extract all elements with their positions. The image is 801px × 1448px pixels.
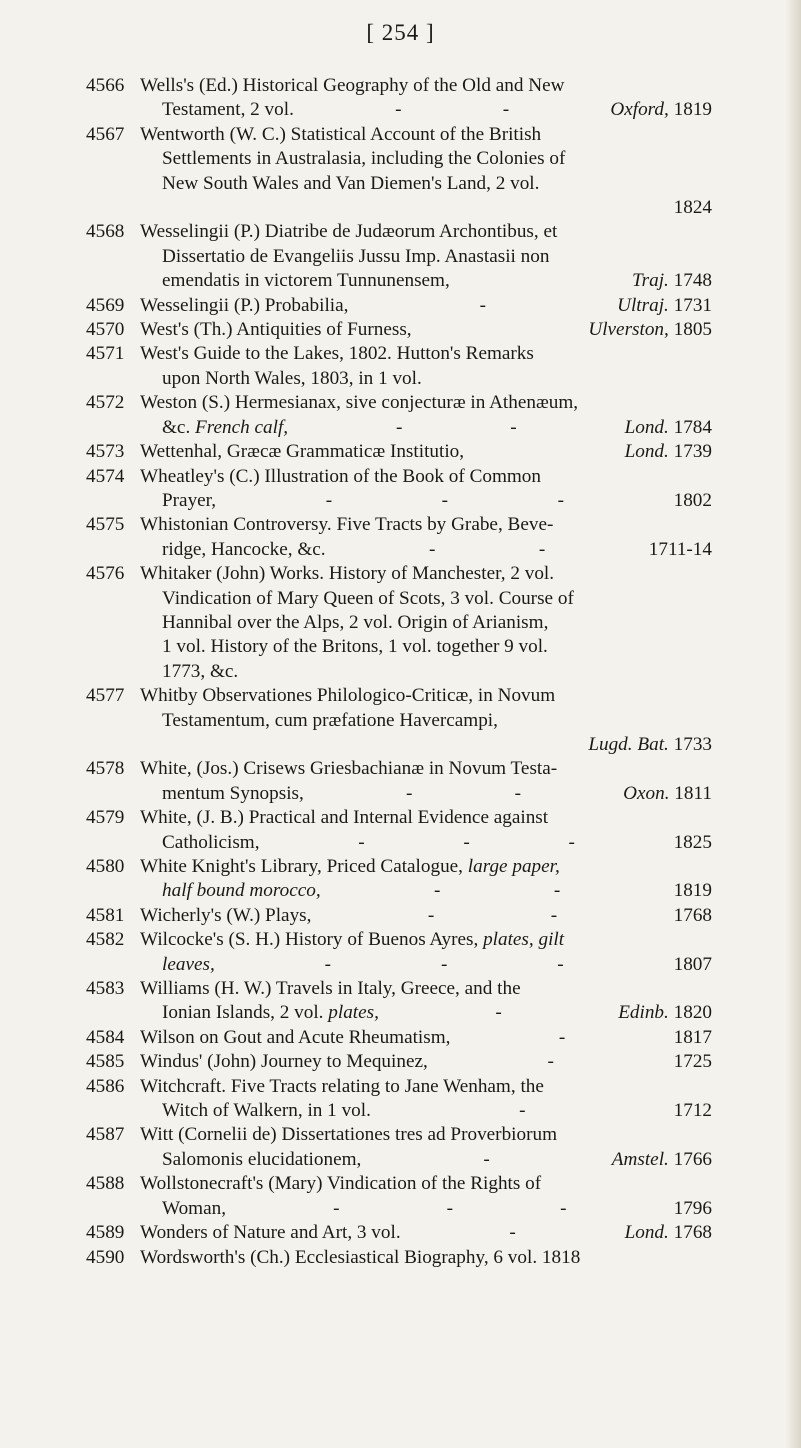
entry-number: 4568 (86, 221, 125, 243)
catalogue-entry-4585 (86, 1050, 712, 1074)
entry-number: 4586 (86, 1075, 125, 1097)
entry-text: upon North Wales, 1803, in 1 vol. (162, 367, 422, 389)
entry-line: Testament, 2 vol. - - Oxford, 1819 (162, 99, 712, 121)
entry-line: Salomonis elucidationem, - Amstel. 1766 (162, 1148, 712, 1170)
entry-text: 1773, &c. (162, 660, 239, 682)
catalogue-entry-4587 (86, 1123, 712, 1172)
entry-date: 1824 (673, 197, 712, 219)
catalogue-entry-4580 (86, 855, 712, 904)
catalogue-entry-4576 (86, 562, 712, 684)
entry-number: 4573 (86, 441, 125, 463)
entry-line: Woman, - - - 1796 (162, 1197, 712, 1219)
entry-text: Williams (H. W.) Travels in Italy, Greece, and the (140, 978, 521, 1000)
entry-line: half bound morocco, - - 1819 (162, 880, 712, 902)
catalogue-entry-4569 (86, 294, 712, 318)
entry-text: New South Wales and Van Diemen's Land, 2 vol. (162, 172, 540, 194)
entry-text: Vindication of Mary Queen of Scots, 3 vol. Course of (162, 587, 574, 609)
entry-line: Lugd. Bat. 1733 (588, 733, 712, 755)
entry-number: 4569 (86, 294, 125, 316)
entry-number: 4590 (86, 1246, 125, 1268)
entry-number: 4570 (86, 319, 125, 341)
catalogue-entry-4588 (86, 1172, 712, 1221)
catalogue-entry-4577 (86, 684, 712, 757)
catalogue-entry-4574 (86, 465, 712, 514)
entry-number: 4585 (86, 1051, 125, 1073)
entry-text: Wollstonecraft's (Mary) Vindication of the Rights of (140, 1173, 542, 1195)
entry-line: White Knight's Library, Priced Catalogue, large paper, (140, 856, 560, 877)
entry-text: Wheatley's (C.) Illustration of the Book of Common (140, 465, 541, 487)
entry-text: White, (J. B.) Practical and Internal Evidence against (140, 807, 549, 829)
entry-number: 4578 (86, 758, 125, 780)
entry-line: emendatis in victorem Tunnunensem, Traj. 1748 (162, 270, 712, 292)
entry-text: Dissertatio de Evangeliis Jussu Imp. Anastasii non (162, 245, 550, 267)
catalogue-entry-4590 (86, 1246, 712, 1270)
entry-number: 4583 (86, 978, 125, 1000)
entry-number: 4587 (86, 1124, 125, 1146)
entry-number: 4574 (86, 465, 125, 487)
entry-text: Testamentum, cum præfatione Havercampi, (162, 709, 498, 731)
page-number: [ 254 ] (366, 20, 435, 45)
catalogue-entry-4582 (86, 928, 712, 977)
entry-text: Hannibal over the Alps, 2 vol. Origin of Arianism, (162, 611, 549, 633)
catalogue-entry-4570 (86, 318, 712, 342)
entry-text: Witt (Cornelii de) Dissertationes tres ad Proverbiorum (140, 1124, 557, 1146)
catalogue-entry-4575 (86, 513, 712, 562)
entry-line: Wilcocke's (S. H.) History of Buenos Ayres, plates, gilt (140, 929, 565, 951)
entry-line: leaves, - - - 1807 (162, 953, 712, 975)
entry-number: 4584 (86, 1026, 125, 1048)
catalogue-entry-4571 (86, 342, 712, 391)
entry-number: 4581 (86, 904, 125, 926)
entry-text: Whistonian Controversy. Five Tracts by Grabe, Beve- (140, 514, 554, 536)
entry-line: Wilson on Gout and Acute Rheumatism, - 1817 (140, 1026, 712, 1048)
entry-line: West's (Th.) Antiquities of Furness, Ulverston, 1805 (140, 319, 712, 341)
entry-text: West's Guide to the Lakes, 1802. Hutton's Remarks (140, 343, 534, 365)
catalogue-entry-4581 (86, 904, 712, 928)
entry-number: 4588 (86, 1173, 125, 1195)
entry-line: &c. French calf, - - Lond. 1784 (162, 416, 712, 438)
catalogue-entry-4572 (86, 391, 712, 440)
entry-text: White, (Jos.) Crisews Griesbachianæ in Novum Testa- (140, 758, 558, 780)
catalogue-entry-4573 (86, 440, 712, 464)
entry-number: 4571 (86, 343, 125, 365)
entry-number: 4567 (86, 123, 125, 145)
entry-line: Witch of Walkern, in 1 vol. - 1712 (162, 1100, 712, 1122)
catalogue-entry-4566 (86, 74, 712, 123)
page-edge-shadow (785, 0, 801, 1448)
catalogue-entry-4586 (86, 1075, 712, 1124)
entry-text: Wentworth (W. C.) Statistical Account of the British (140, 123, 542, 145)
entry-line: Ionian Islands, 2 vol. plates, - Edinb. 1820 (162, 1002, 712, 1024)
entry-text: Whitaker (John) Works. History of Manchester, 2 vol. (140, 563, 555, 585)
entry-line: Wicherly's (W.) Plays, - - 1768 (140, 904, 712, 926)
entry-line: Windus' (John) Journey to Mequinez, - 1725 (140, 1051, 712, 1073)
entry-line: Catholicism, - - - 1825 (162, 831, 712, 853)
entry-line: mentum Synopsis, - - Oxon. 1811 (162, 782, 712, 804)
entry-text: Settlements in Australasia, including the Colonies of (162, 148, 566, 170)
entry-text: Wells's (Ed.) Historical Geography of the Old and New (140, 75, 565, 96)
entry-number: 4582 (86, 929, 125, 951)
entry-number: 4576 (86, 563, 125, 585)
entry-number: 4566 (86, 75, 125, 96)
catalogue-entry-4579 (86, 806, 712, 855)
entry-number: 4575 (86, 514, 125, 536)
entry-line: Wettenhal, Græcæ Grammaticæ Institutio, Lond. 1739 (140, 441, 712, 463)
entry-text: Wordsworth's (Ch.) Ecclesiastical Biography, 6 vol. 1818 (140, 1246, 581, 1268)
catalogue-entry-4589 (86, 1221, 712, 1245)
entry-number: 4580 (86, 856, 125, 877)
entry-text: Weston (S.) Hermesianax, sive conjecturæ in Athenæum, (140, 392, 579, 414)
catalogue-entry-4567 (86, 123, 712, 221)
entry-line: Prayer, - - - 1802 (162, 489, 712, 511)
entry-number: 4579 (86, 807, 125, 829)
catalogue-entry-4584 (86, 1026, 712, 1050)
entry-text: 1 vol. History of the Britons, 1 vol. together 9 vol. (162, 636, 548, 658)
catalogue-entry-4568 (86, 220, 712, 293)
entry-number: 4577 (86, 685, 125, 707)
entry-text: Whitby Observationes Philologico-Criticæ, in Novum (140, 685, 556, 707)
catalogue-entry-4578 (86, 757, 712, 806)
entry-line: Wonders of Nature and Art, 3 vol. - Lond. 1768 (140, 1222, 712, 1244)
entry-line: Wesselingii (P.) Probabilia, - Ultraj. 1731 (140, 294, 712, 316)
entry-line: ridge, Hancocke, &c. - - 1711-14 (162, 538, 712, 560)
entry-number: 4572 (86, 392, 125, 414)
catalogue-list (86, 74, 712, 1270)
entry-text: Witchcraft. Five Tracts relating to Jane Wenham, the (140, 1075, 544, 1097)
catalogue-entry-4583 (86, 977, 712, 1026)
entry-number: 4589 (86, 1222, 125, 1244)
entry-text: Wesselingii (P.) Diatribe de Judæorum Archontibus, et (140, 221, 558, 243)
